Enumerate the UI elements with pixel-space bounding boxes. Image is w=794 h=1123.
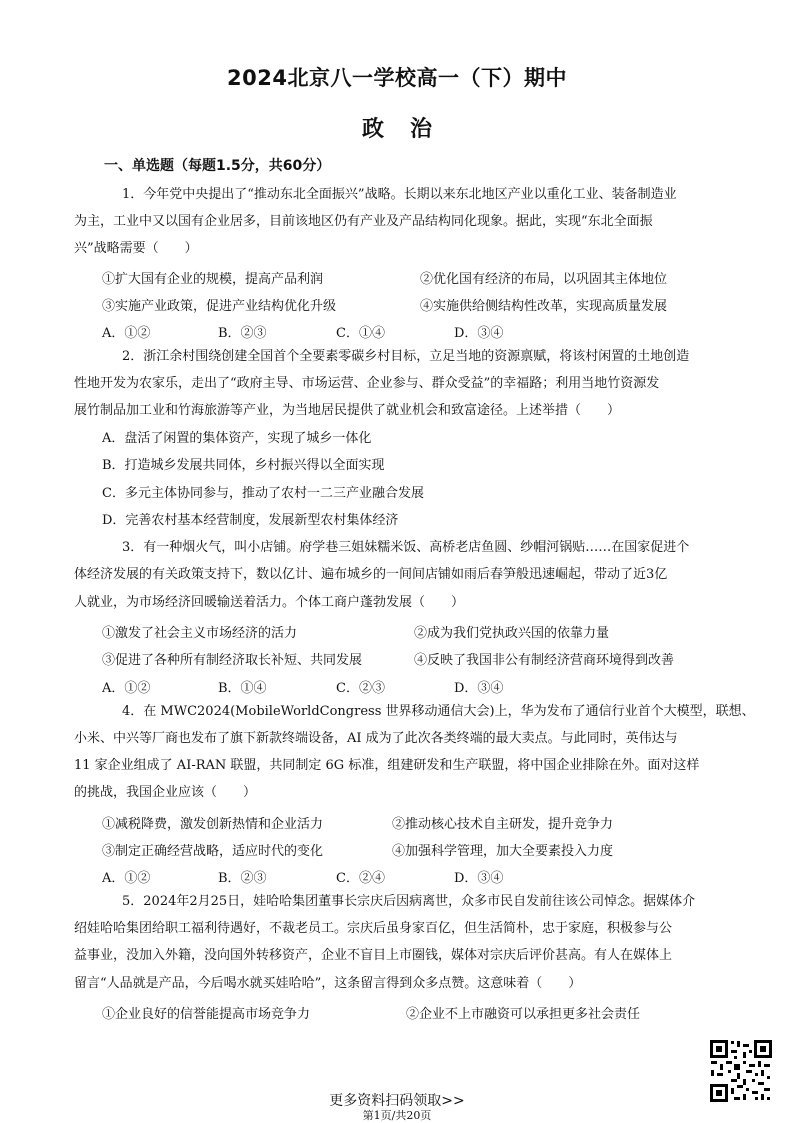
q3-choice-b: B．①④ [218, 681, 267, 696]
exam-subject: 政治 [361, 117, 458, 142]
q4-choice-b: B．②③ [218, 871, 267, 886]
more-materials-link[interactable]: 更多资料扫码领取>> [329, 1093, 465, 1109]
q2-stem-line-3: 展竹制品加工业和竹海旅游等产业，为当地居民提供了就业机会和致富途径。上述举措（ ） [74, 403, 621, 418]
q4-stem-line-4: 的挑战，我国企业应该（ ） [74, 785, 257, 800]
q1-stem-line-2: 为主，工业中又以国有企业居多，目前该地区仍有产业及产品结构同化现象。据此，实现“东北全面振 [74, 214, 653, 229]
q1-statement-3: ③实施产业政策，促进产业结构优化升级 [102, 299, 337, 314]
q3-stem-line-2: 体经济发展的有关政策支持下，数以亿计、遍布城乡的一间间店铺如雨后春笋般迅速崛起，带动了近3亿 [74, 567, 668, 582]
q4-stem-line-3: 11 家企业组成了 AI-RAN 联盟，共同制定 6G 标准，组建研发和生产联盟，将中国企业排除在外。面对这样 [74, 758, 700, 773]
q2-choice-a: A．盘活了闲置的集体资产，实现了城乡一体化 [102, 431, 372, 446]
q4-statement-3: ③制定正确经营战略，适应时代的变化 [102, 844, 324, 859]
q4-stem-line-1: 4．在 MWC2024(MobileWorldCongress 世界移动通信大会)上，华为发布了通信行业首个大模型，联想、 [122, 704, 755, 719]
q5-stem-line-1: 5．2024年2月25日，娃哈哈集团董事长宗庆后因病离世，众多市民自发前往该公司悼念。据媒体介 [122, 894, 696, 909]
q5-statement-2: ②企业不上市融资可以承担更多社会责任 [406, 1007, 641, 1022]
q1-choice-d: D．③④ [454, 326, 504, 341]
q2-stem-line-2: 性地开发为农家乐，走出了“政府主导、市场运营、企业参与、群众受益”的幸福路；利用当地竹资源发 [74, 376, 660, 391]
q4-choice-a: A．①② [102, 871, 151, 886]
q4-choice-d: D．③④ [454, 871, 504, 886]
q5-stem-line-2: 绍娃哈哈集团给职工福利待遇好，不裁老员工。宗庆后虽身家百亿，但生活简朴，忠于家庭，积极参与公 [74, 921, 673, 936]
q1-statement-1: ①扩大国有企业的规模，提高产品利润 [102, 272, 324, 287]
q3-statement-4: ④反映了我国非公有制经济营商环境得到改善 [414, 653, 675, 668]
q4-statement-4: ④加强科学管理，加大全要素投入力度 [392, 844, 614, 859]
q1-stem-line-1: 1．今年党中央提出了“推动东北全面振兴”战略。长期以来东北地区产业以重化工业、装备制造业 [122, 187, 677, 202]
q5-stem-line-3: 益事业，没加入外籍，没向国外转移资产，企业不盲目上市圈钱，媒体对宗庆后评价甚高。有人在媒体上 [74, 948, 673, 963]
q5-statement-1: ①企业良好的信誉能提高市场竞争力 [102, 1007, 311, 1022]
q1-choice-b: B．②③ [218, 326, 267, 341]
q3-choice-a: A．①② [102, 681, 151, 696]
q2-choice-d: D．完善农村基本经营制度，发展新型农村集体经济 [102, 513, 399, 528]
q4-choice-c: C．②④ [336, 871, 385, 886]
q1-statement-2: ②优化国有经济的布局，以巩固其主体地位 [420, 272, 668, 287]
q3-stem-line-3: 人就业，为市场经济回暖输送着活力。个体工商户蓬勃发展（ ） [74, 595, 465, 610]
q4-statement-2: ②推动核心技术自主研发，提升竞争力 [392, 817, 614, 832]
exam-title: 2024北京八一学校高一（下）期中 [227, 66, 567, 90]
q3-choice-d: D．③④ [454, 681, 504, 696]
section-heading: 一、单选题（每题1.5分，共60分） [104, 158, 331, 174]
page-number: 第1页/共20页 [362, 1109, 432, 1122]
q3-statement-1: ①激发了社会主义市场经济的活力 [102, 626, 298, 641]
q3-stem-line-1: 3．有一种烟火气，叫小店铺。府学巷三姐妹糯米饭、高桥老店鱼圆、纱帽河锅贴……在国家促进个 [122, 540, 690, 555]
q2-choice-c: C．多元主体协同参与，推动了农村一二三产业融合发展 [102, 486, 424, 501]
q3-statement-3: ③促进了各种所有制经济取长补短、共同发展 [102, 653, 363, 668]
q4-statement-1: ①减税降费，激发创新热情和企业活力 [102, 817, 324, 832]
q1-stem-line-3: 兴”战略需要（ ） [74, 241, 198, 256]
q2-stem-line-1: 2．浙江余村围绕创建全国首个全要素零碳乡村目标，立足当地的资源禀赋，将该村闲置的土地创造 [122, 349, 690, 364]
q1-choice-a: A．①② [102, 326, 151, 341]
q3-choice-c: C．②③ [336, 681, 385, 696]
q1-choice-c: C．①④ [336, 326, 385, 341]
q1-statement-4: ④实施供给侧结构性改革，实现高质量发展 [420, 299, 668, 314]
q2-choice-b: B．打造城乡发展共同体，乡村振兴得以全面实现 [102, 458, 385, 473]
q4-stem-line-2: 小米、中兴等厂商也发布了旗下新款终端设备，AI 成为了此次各类终端的最大卖点。与此同时，英伟达与 [74, 731, 678, 746]
q5-stem-line-4: 留言“人品就是产品，今后喝水就买娃哈哈”，这条留言得到众多点赞。这意味着（ ） [74, 976, 582, 991]
q3-statement-2: ②成为我们党执政兴国的依靠力量 [414, 626, 610, 641]
